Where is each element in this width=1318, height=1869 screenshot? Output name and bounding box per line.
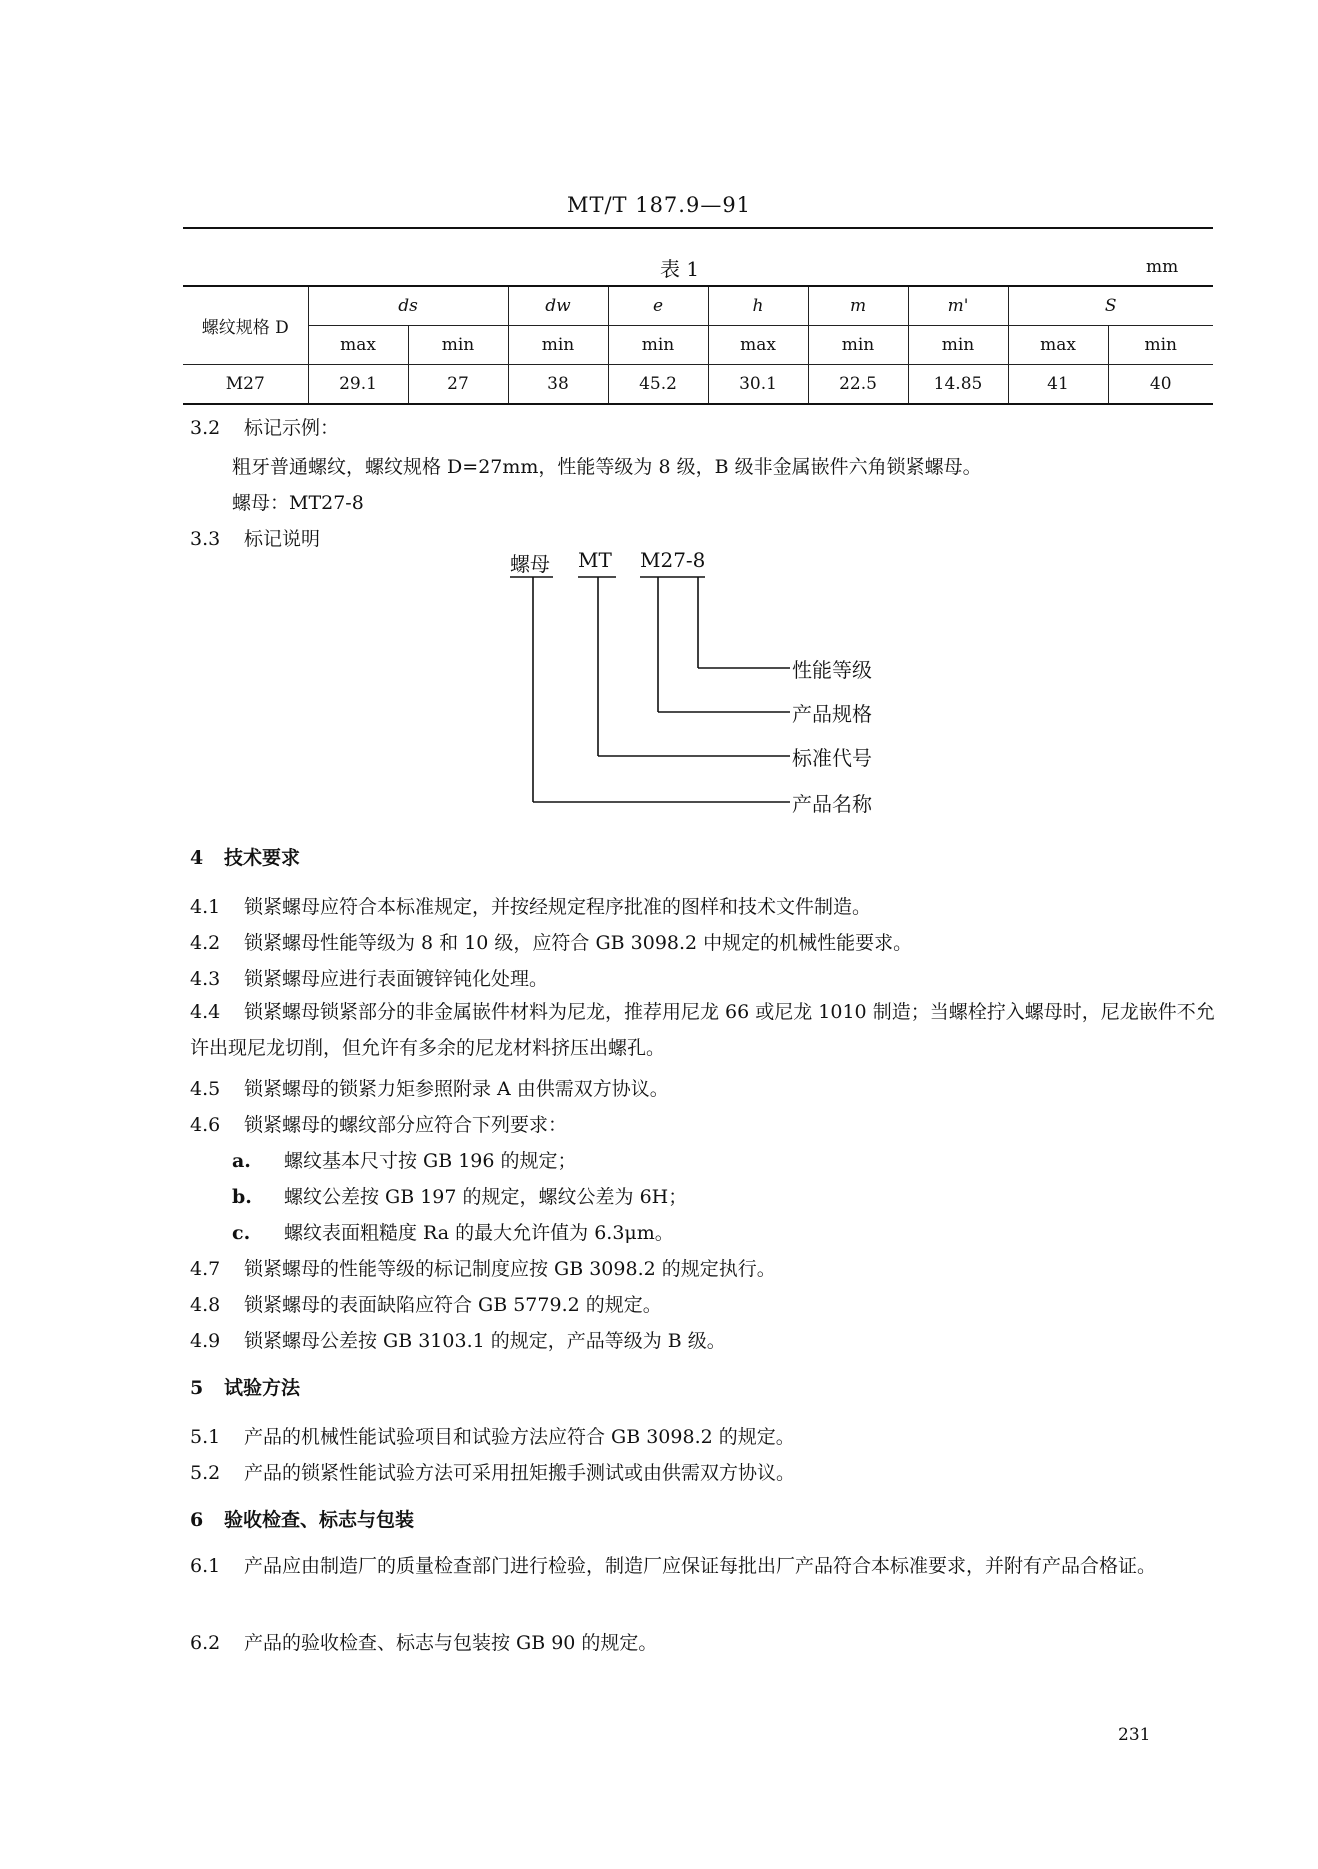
para-text: 产品的锁紧性能试验方法可采用扭矩搬手测试或由供需双方协议。	[244, 1462, 796, 1484]
marking-example-text: 粗牙普通螺纹，螺纹规格 D=27mm，性能等级为 8 级，B 级非金属嵌件六角锁紧螺母。	[232, 456, 982, 478]
para-title: 标记示例：	[244, 417, 340, 439]
col-group-m-prime: m'	[908, 286, 1008, 326]
para-4-9	[190, 1326, 726, 1353]
para-3-2	[190, 413, 339, 440]
list-letter: c.	[232, 1222, 251, 1244]
para-text: 锁紧螺母应进行表面镀锌钝化处理。	[244, 968, 549, 990]
col-group-m: m	[808, 286, 908, 326]
subheader: max	[708, 326, 808, 365]
para-num: 4.5	[190, 1078, 221, 1100]
table-cell: 27	[408, 365, 508, 405]
diagram-part-name: 螺母	[510, 552, 550, 576]
list-item	[232, 1182, 687, 1209]
diagram-part-code: MT	[578, 548, 612, 572]
para-num: 4.8	[190, 1294, 221, 1316]
para-num: 6.2	[190, 1632, 221, 1654]
para-text: 锁紧螺母锁紧部分的非金属嵌件材料为尼龙，推荐用尼龙 66 或尼龙 1010 制造；当螺栓拧入螺母时，尼龙嵌件不允许出现尼龙切削，但允许有多余的尼龙材料挤压出螺孔。	[190, 1001, 1215, 1059]
para-num: 4.6	[190, 1114, 221, 1136]
diagram-label-name: 产品名称	[792, 792, 872, 816]
subheader: min	[508, 326, 608, 365]
table-cell: M27	[183, 365, 308, 405]
para-4-6	[190, 1110, 567, 1137]
para-text: 产品的验收检查、标志与包装按 GB 90 的规定。	[244, 1632, 658, 1654]
diagram-label-spec: 产品规格	[792, 702, 872, 726]
para-4-4	[190, 994, 1215, 1066]
para-6-1	[190, 1548, 1215, 1584]
diagram-label-code: 标准代号	[792, 746, 872, 770]
subheader: min	[608, 326, 708, 365]
table-cell: 41	[1008, 365, 1108, 405]
para-num: 4.3	[190, 968, 221, 990]
list-item	[232, 1146, 577, 1173]
table-cell: 29.1	[308, 365, 408, 405]
section-4-heading	[190, 843, 300, 870]
list-item	[232, 1218, 674, 1245]
para-5-1	[190, 1422, 795, 1449]
col-group-h: h	[708, 286, 808, 326]
section-title: 验收检查、标志与包装	[224, 1509, 415, 1531]
table-cell: 40	[1108, 365, 1213, 405]
list-text: 螺纹表面粗糙度 Ra 的最大允许值为 6.3μm。	[284, 1222, 674, 1244]
para-4-7	[190, 1254, 776, 1281]
page-header: MT/T 187.9—91	[566, 193, 752, 217]
section-num: 6	[190, 1509, 204, 1531]
table-cell: 30.1	[708, 365, 808, 405]
table-cell: 14.85	[908, 365, 1008, 405]
diagram-label-grade: 性能等级	[792, 658, 872, 682]
para-5-2	[190, 1458, 795, 1485]
col-group-ds: ds	[308, 286, 508, 326]
section-num: 4	[190, 847, 204, 869]
para-3-3	[190, 524, 320, 551]
para-text: 锁紧螺母应符合本标准规定，并按经规定程序批准的图样和技术文件制造。	[244, 896, 872, 918]
table-cell: 22.5	[808, 365, 908, 405]
para-text: 锁紧螺母的锁紧力矩参照附录 A 由供需双方协议。	[244, 1078, 669, 1100]
para-text: 产品应由制造厂的质量检查部门进行检验，制造厂应保证每批出厂产品符合本标准要求，并附有产品合格证。	[244, 1555, 1157, 1577]
para-text: 锁紧螺母公差按 GB 3103.1 的规定，产品等级为 B 级。	[244, 1330, 726, 1352]
col-group-e: e	[608, 286, 708, 326]
subheader: max	[1008, 326, 1108, 365]
list-text: 螺纹公差按 GB 197 的规定，螺纹公差为 6H；	[284, 1186, 688, 1208]
para-4-3	[190, 964, 548, 991]
section-title: 技术要求	[224, 847, 301, 869]
header-rule	[183, 227, 1213, 229]
para-4-2	[190, 928, 912, 955]
spec-table	[183, 285, 1213, 405]
subheader: min	[1108, 326, 1213, 365]
subheader: min	[908, 326, 1008, 365]
para-num: 5.1	[190, 1426, 221, 1448]
section-5-heading	[190, 1373, 300, 1400]
para-num: 4.7	[190, 1258, 221, 1280]
table-cell: 38	[508, 365, 608, 405]
col-group-dw: dw	[508, 286, 608, 326]
para-title: 标记说明	[244, 528, 321, 550]
para-num: 4.2	[190, 932, 221, 954]
marking-diagram	[500, 540, 920, 820]
para-6-2	[190, 1628, 657, 1655]
table-unit: mm	[1146, 257, 1179, 277]
subheader: min	[408, 326, 508, 365]
subheader: max	[308, 326, 408, 365]
para-text: 产品的机械性能试验项目和试验方法应符合 GB 3098.2 的规定。	[244, 1426, 795, 1448]
table-caption: 表 1	[660, 257, 700, 281]
table-row	[183, 365, 1213, 405]
para-num: 4.1	[190, 896, 221, 918]
table-cell: 45.2	[608, 365, 708, 405]
list-text: 螺纹基本尺寸按 GB 196 的规定；	[284, 1150, 577, 1172]
row-header: 螺纹规格 D	[183, 286, 308, 365]
section-6-heading	[190, 1505, 414, 1532]
subheader: min	[808, 326, 908, 365]
para-text: 锁紧螺母的螺纹部分应符合下列要求：	[244, 1114, 568, 1136]
section-title: 试验方法	[224, 1377, 301, 1399]
para-text: 锁紧螺母的表面缺陷应符合 GB 5779.2 的规定。	[244, 1294, 662, 1316]
list-letter: b.	[232, 1186, 252, 1208]
marking-example-code: 螺母：MT27-8	[232, 492, 364, 514]
para-num: 3.2	[190, 417, 221, 439]
para-4-5	[190, 1074, 669, 1101]
para-4-1	[190, 892, 871, 919]
para-text: 锁紧螺母性能等级为 8 和 10 级，应符合 GB 3098.2 中规定的机械性能要求。	[244, 932, 913, 954]
para-num: 4.4	[190, 1001, 221, 1023]
col-group-s: S	[1008, 286, 1213, 326]
para-num: 5.2	[190, 1462, 221, 1484]
page-number: 231	[1118, 1725, 1151, 1745]
diagram-part-spec: M27-8	[640, 548, 706, 572]
para-4-8	[190, 1290, 662, 1317]
para-text: 锁紧螺母的性能等级的标记制度应按 GB 3098.2 的规定执行。	[244, 1258, 776, 1280]
section-num: 5	[190, 1377, 204, 1399]
para-num: 4.9	[190, 1330, 221, 1352]
list-letter: a.	[232, 1150, 251, 1172]
para-num: 6.1	[190, 1555, 221, 1577]
para-num: 3.3	[190, 528, 221, 550]
